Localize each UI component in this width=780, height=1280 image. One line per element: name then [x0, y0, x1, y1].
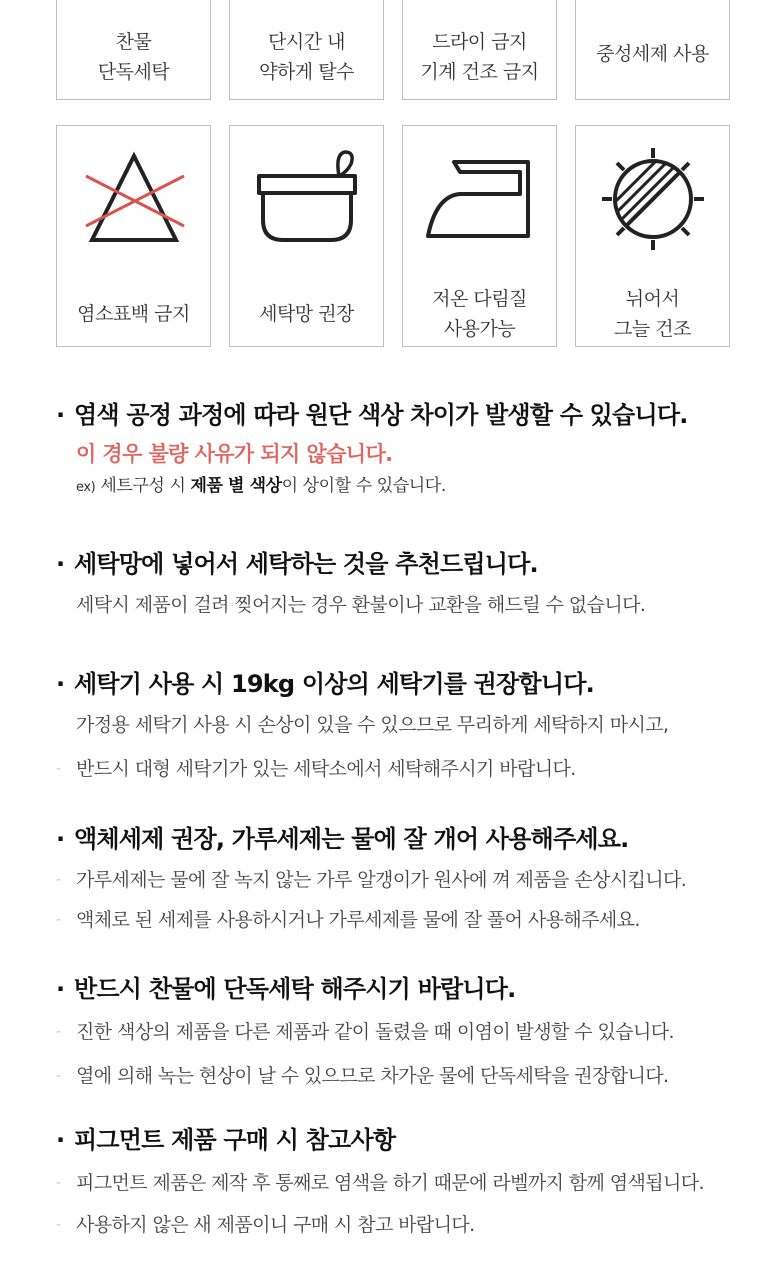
note-heading: · 액체세제 권장, 가루세제는 물에 잘 개어 사용해주세요.	[56, 825, 629, 853]
note-heading: · 염색 공정 과정에 따라 원단 색상 차이가 발생할 수 있습니다.	[56, 401, 688, 429]
care-card-spin	[229, 0, 384, 100]
care-label: 단시간 내 약하게 탈수	[259, 31, 354, 83]
care-label: 저온 다림질 사용가능	[432, 288, 527, 340]
care-card-no-dry	[402, 0, 557, 100]
care-card-neutral-detergent	[575, 0, 730, 100]
note-line: - 가루세제는 물에 잘 녹지 않는 가루 알갱이가 원사에 껴 제품을 손상시킵니다.	[56, 869, 687, 891]
note-heading: · 세탁망에 넣어서 세탁하는 것을 추천드립니다.	[56, 550, 538, 578]
care-card-laundry-net	[229, 125, 384, 347]
care-card-cold-wash	[56, 0, 211, 100]
note-heading: · 세탁기 사용 시 19kg 이상의 세탁기를 권장합니다.	[56, 670, 594, 698]
note-line: 가정용 세탁기 사용 시 손상이 있을 수 있으므로 무리하게 세탁하지 마시고,	[76, 714, 669, 736]
note-line: 세탁시 제품이 걸려 찢어지는 경우 환불이나 교환을 해드릴 수 없습니다.	[76, 594, 646, 616]
note-color-difference	[56, 397, 740, 503]
note-line: - 열에 의해 녹는 현상이 날 수 있으므로 차가운 물에 단독세탁을 권장합니다.	[56, 1065, 669, 1087]
note-line: - 진한 색상의 제품을 다른 제품과 같이 돌렸을 때 이염이 발생할 수 있습니다.	[56, 1021, 674, 1043]
note-washer-size	[56, 666, 740, 784]
no-bleach-icon	[74, 148, 194, 248]
care-card-low-iron	[402, 125, 557, 347]
laundry-net-icon	[247, 148, 367, 248]
care-label: 찬물 단독세탁	[97, 31, 170, 83]
care-label: 세탁망 권장	[259, 303, 354, 325]
note-cold-wash	[56, 971, 740, 1091]
low-iron-icon	[420, 148, 540, 248]
note-example: ex) 세트구성 시 제품 별 색상이 상이할 수 있습니다.	[76, 476, 446, 496]
note-heading: · 피그먼트 제품 구매 시 참고사항	[56, 1126, 396, 1154]
note-laundry-net	[56, 546, 740, 620]
dry-flat-shade-icon	[593, 144, 713, 254]
note-line: - 사용하지 않은 새 제품이니 구매 시 참고 바랍니다.	[56, 1214, 475, 1236]
care-card-dry-flat-shade	[575, 125, 730, 347]
care-label: 뉘어서 그늘 건조	[614, 288, 691, 340]
note-warning: 이 경우 불량 사유가 되지 않습니다.	[76, 442, 393, 466]
care-card-no-bleach	[56, 125, 211, 347]
note-heading: · 반드시 찬물에 단독세탁 해주시기 바랍니다.	[56, 975, 516, 1003]
note-line: - 반드시 대형 세탁기가 있는 세탁소에서 세탁해주시기 바랍니다.	[56, 758, 576, 780]
care-label: 중성세제 사용	[596, 43, 709, 65]
note-detergent	[56, 821, 740, 935]
note-pigment	[56, 1122, 740, 1240]
note-line: - 피그먼트 제품은 제작 후 통째로 염색을 하기 때문에 라벨까지 함께 염색됩니다.	[56, 1172, 704, 1194]
care-label: 염소표백 금지	[77, 303, 190, 325]
note-line: - 액체로 된 세제를 사용하시거나 가루세제를 물에 잘 풀어 사용해주세요.	[56, 909, 640, 931]
care-label: 드라이 금지 기계 건조 금지	[420, 31, 539, 83]
